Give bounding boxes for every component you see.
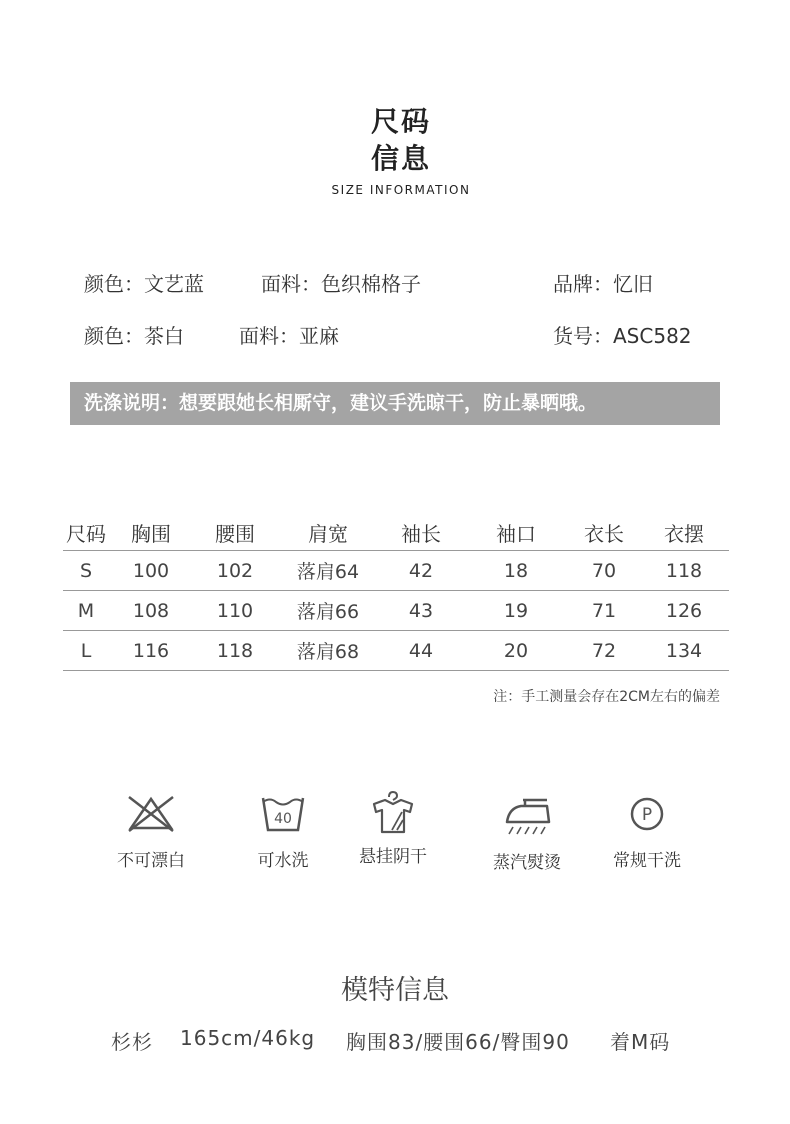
header-length: 衣长 [569,514,639,551]
table-cell: S [63,551,109,591]
header-sleeve-length: 袖长 [379,514,463,551]
brand-info: 品牌：忆旧 [553,272,653,296]
model-name: 杉杉 [111,1030,153,1054]
wash-instructions-bar: 洗涤说明：想要跟她长相厮守，建议手洗晾干，防止暴晒哦。 [70,382,720,425]
table-row [63,631,729,671]
care-item-hang-dry [343,790,443,867]
header-shoulder: 肩宽 [277,514,379,551]
care-label-no-bleach: 不可漂白 [117,851,185,871]
table-cell: 72 [569,631,639,671]
care-item-steam-iron [477,796,577,873]
size-table [63,514,729,671]
steam-iron-icon [499,796,555,836]
care-label-dry-clean: 常规干洗 [613,851,681,871]
care-item-wash-40 [233,794,333,871]
table-cell: 落肩68 [277,631,379,671]
table-cell: M [63,591,109,631]
header-hem: 衣摆 [639,514,729,551]
table-cell: 18 [463,551,569,591]
page-title-line1: 尺码 [370,105,431,138]
hang-dry-shade-icon [370,790,416,834]
table-cell: L [63,631,109,671]
size-note: 注：手工测量会存在2CM左右的偏差 [493,689,720,705]
table-cell: 71 [569,591,639,631]
wash-40-icon [260,794,306,834]
model-height-weight: 165cm/46kg [180,1026,316,1050]
table-cell: 19 [463,591,569,631]
table-cell: 108 [109,591,193,631]
care-item-no-bleach [101,794,201,871]
care-label-wash: 可水洗 [257,851,309,871]
header-size: 尺码 [63,514,109,551]
no-bleach-icon [126,794,176,834]
header-waist: 腰围 [193,514,277,551]
fabric-info-2: 面料：亚麻 [239,324,339,348]
table-cell: 118 [193,631,277,671]
header-chest: 胸围 [109,514,193,551]
table-cell: 102 [193,551,277,591]
fabric-info-1: 面料：色织棉格子 [261,272,421,296]
table-cell: 118 [639,551,729,591]
svg-text:40: 40 [274,811,292,827]
table-cell: 落肩64 [277,551,379,591]
care-item-dry-clean [597,796,697,871]
model-info-title: 模特信息 [341,975,449,1006]
model-measurements: 胸围83/腰围66/臀围90 [346,1030,570,1054]
table-cell: 126 [639,591,729,631]
table-cell: 42 [379,551,463,591]
color-info-1: 颜色：文艺蓝 [84,272,204,296]
table-row [63,591,729,631]
model-size: 着M码 [610,1030,671,1054]
table-cell: 110 [193,591,277,631]
dry-clean-icon [627,796,667,832]
color-info-2: 颜色：茶白 [84,324,184,348]
header-cuff: 袖口 [463,514,569,551]
table-cell: 20 [463,631,569,671]
care-label-steam-iron: 蒸汽熨烫 [493,853,561,873]
table-cell: 100 [109,551,193,591]
table-cell: 44 [379,631,463,671]
table-cell: 70 [569,551,639,591]
table-row [63,551,729,591]
table-cell: 43 [379,591,463,631]
table-cell: 134 [639,631,729,671]
table-cell: 落肩66 [277,591,379,631]
size-table-header-row [63,514,729,551]
page-subtitle: SIZE INFORMATION [331,183,471,197]
care-label-hang-dry: 悬挂阴干 [359,847,427,867]
svg-text:P: P [641,805,653,825]
item-number-info: 货号：ASC582 [553,324,692,348]
table-cell: 116 [109,631,193,671]
page-title-line2: 信息 [370,142,431,175]
